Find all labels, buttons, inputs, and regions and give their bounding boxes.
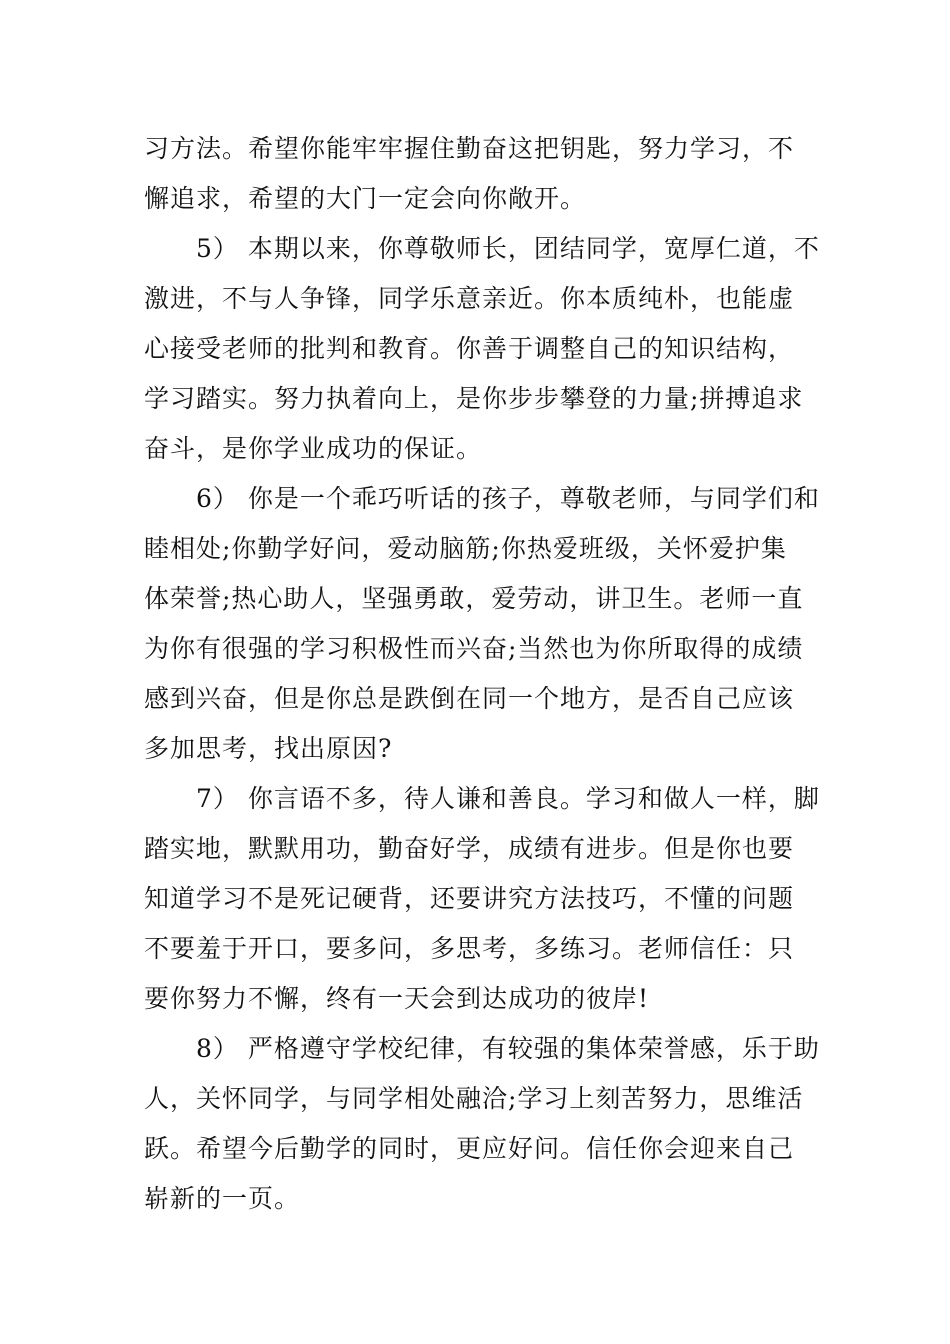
text-line: 知道学习不是死记硬背，还要讲究方法技巧，不懂的问题 [144,884,795,913]
text-line: 人，关怀同学，与同学相处融洽;学习上刻苦努力，思维活 [144,1084,804,1113]
paragraph-5 [144,1024,820,1224]
text-line: 奋斗，是你学业成功的保证。 [144,434,483,463]
text-line: 为你有很强的学习积极性而兴奋;当然也为你所取得的成绩 [144,634,804,663]
text-line: 睦相处;你勤学好问，爱动脑筋;你热爱班级，关怀爱护集 [144,534,787,563]
paragraph-3 [144,474,820,774]
text-line: 激进，不与人争锋，同学乐意亲近。你本质纯朴，也能虚 [144,284,795,313]
paragraph-2 [144,224,820,474]
text-line: 体荣誉;热心助人，坚强勇敢，爱劳动，讲卫生。老师一直 [144,584,804,613]
text-line: 不要羞于开口，要多问，多思考，多练习。老师信任：只 [144,934,795,963]
text-line: 5） 本期以来，你尊敬师长，团结同学，宽厚仁道，不 [196,234,820,263]
text-line: 崭新的一页。 [144,1184,301,1213]
text-line: 学习踏实。努力执着向上，是你步步攀登的力量;拼搏追求 [144,384,804,413]
text-line: 感到兴奋，但是你总是跌倒在同一个地方，是否自己应该 [144,684,795,713]
text-line: 懈追求，希望的大门一定会向你敞开。 [144,184,587,213]
paragraph-4 [144,774,820,1024]
text-line: 踏实地，默默用功，勤奋好学，成绩有进步。但是你也要 [144,834,795,863]
text-line: 跃。希望今后勤学的同时，更应好问。信任你会迎来自己 [144,1134,795,1163]
text-line: 7） 你言语不多，待人谦和善良。学习和做人一样，脚 [196,784,820,813]
paragraph-1 [144,124,806,224]
text-line: 多加思考，找出原因? [144,734,393,763]
document-body [144,124,820,1224]
text-line: 6） 你是一个乖巧听话的孩子，尊敬老师，与同学们和 [196,484,820,513]
text-line: 8） 严格遵守学校纪律，有较强的集体荣誉感，乐于助 [196,1034,820,1063]
text-line: 要你努力不懈，终有一天会到达成功的彼岸! [144,984,650,1013]
text-line: 心接受老师的批判和教育。你善于调整自己的知识结构， [144,334,795,363]
text-line: 习方法。希望你能牢牢握住勤奋这把钥匙，努力学习，不 [144,134,795,163]
